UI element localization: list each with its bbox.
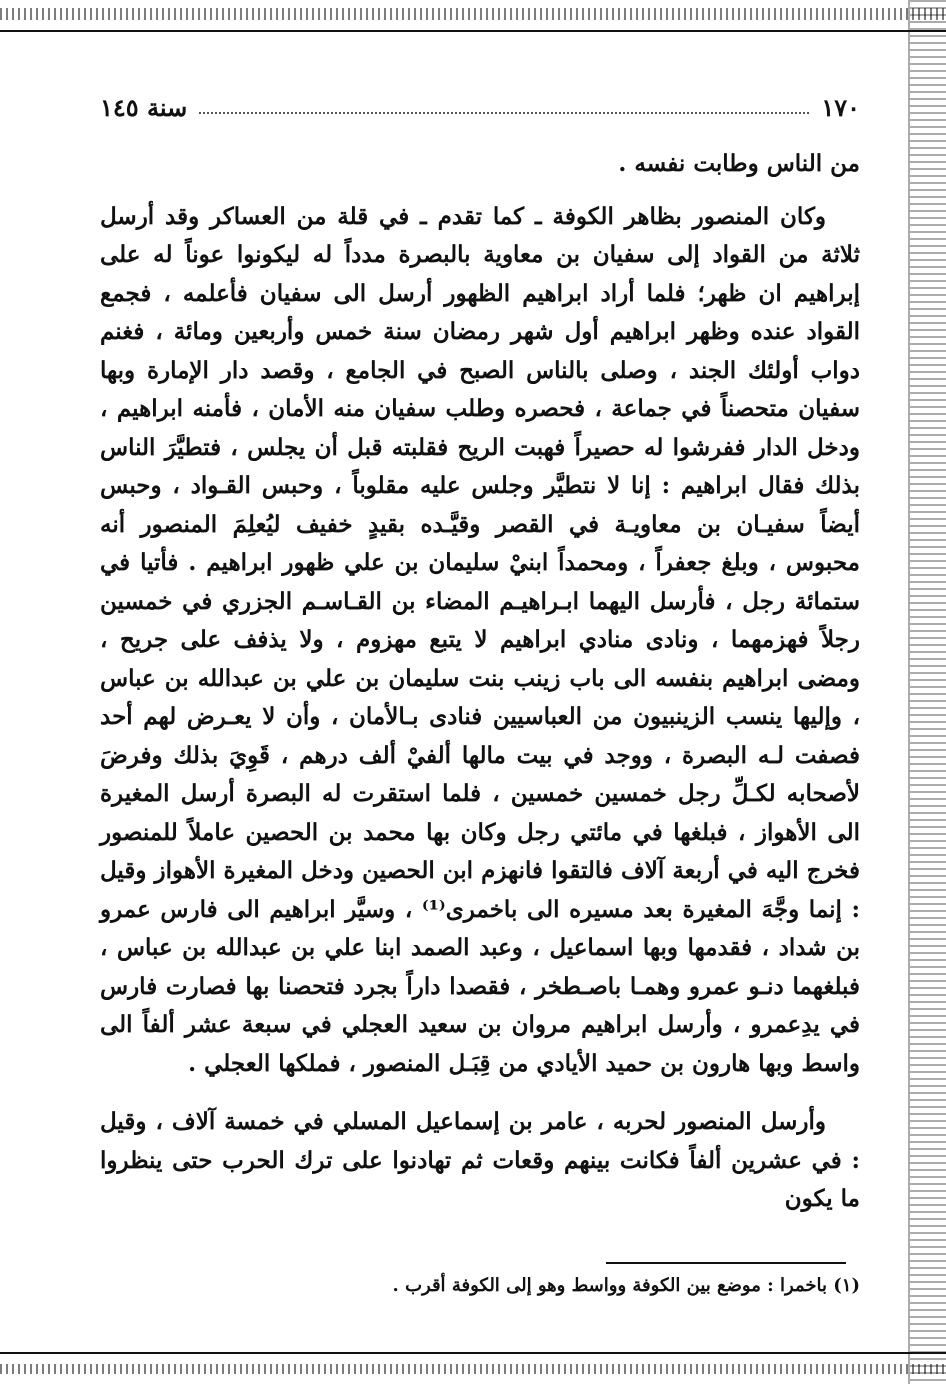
footnote-divider xyxy=(606,1262,846,1264)
paragraph-1: من الناس وطابت نفسه . xyxy=(618,150,860,177)
year-label: سنة ١٤٥ xyxy=(100,92,188,122)
ornamental-border-top xyxy=(0,0,946,32)
body-text xyxy=(100,145,860,1219)
page-number: ١٧٠ xyxy=(821,92,860,122)
footnote: (١) باخمرا : موضع بين الكوفة وواسط وهو إلى الكوفة أقرب . xyxy=(392,1275,860,1296)
paragraph-2: وكان المنصور بظاهر الكوفة ـ كما تقدم ـ في قلة من العساكر وقد أرسل ثلاثة من القواد إلى سفيان بن معاوية بالبصرة مدداً له ليكونوا عوناً له على إبراهيم ان ظهر؛ فلما أراد ابراهيم الظهور أرسل الى سفيان فأعلمه ، فجمع القواد عنده وظهر ابراهيم أول شهر رمضان سنة خمس وأربعين ومائة ، فغنم دواب أولئك الجند ، وصلى بالناس الصبح في الجامع ، وقصد دار الإمارة وبها سفيان متحصناً في جماعة ، فحصره وطلب سفيان منه الأمان ، فأمنه ابراهيم ، ودخل الدار ففرشوا له حصيراً فهبت الريح فقلبته قبل أن يجلس ، فتطيَّرَ الناس بذلك فقال ابراهيم : إنا لا نتطيَّر وجلس عليه مقلوباً ، وحبس القـواد ، وحبس أيضاً سفيـان بن معاويـة في القصر وقيَّـده بقيدٍ خفيف ليُعلِمَ المنصور أنه محبوس ، وبلغ جعفراً ، ومحمداً ابنيْ سليمان بن علي ظهور ابراهيم . فأتيا في ستمائة رجل ، فأرسل اليهما ابـراهيـم المضاء بن القـاسـم الجزري في خمسين رجلاً فهزمهما ، ونادى منادي ابراهيم لا يتبع مهزوم ، ولا يذفف على جريح ، ومضى ابراهيم بنفسه الى باب زينب بنت سليمان بن علي بن عبدالله بن عباس ، وإليها ينسب الزينبيون من العباسيين فنادى بـالأمان ، وأن لا يعـرض لهم أحد فصفت لـه البصرة ، ووجد في بيت مالها ألفيْ ألف درهم ، قَوِيَ بذلك وفرضَ لأصحابه لكـلِّ رجل خمسين خمسين ، فلما استقرت له البصرة أرسل المغيرة الى الأهواز ، فبلغها في مائتي رجل وكان بها محمد بن الحصين عاملاً للمنصور فخرج اليه في أربعة آلاف فالتقوا فانهزم ابن الحصين ودخل المغيرة الأهواز وقيل : إنما وجَّهَ المغيرة بعد مسيره الى باخمرى⁽¹⁾ ، وسيَّر ابراهيم الى فارس عمرو بن شداد ، فقدمها وبها اسماعيل ، وعبد الصمد ابنا علي بن عبدالله بن عباس ، فبلغهما دنـو عمرو وهمـا باصـطخر ، فقصدا داراً بجرد فتحصنا بها فصارت فارس في يدِعمرو ، وأرسل ابراهيم مروان بن سعيد العجلي في سبعة عشر ألفاً الى واسط وبها هارون بن حميد الأيادي من قِبَـل المنصور ، فملكها العجلي . xyxy=(100,202,861,1077)
ornamental-border-right xyxy=(908,0,946,1384)
ornamental-border-bottom xyxy=(0,1352,946,1384)
paragraph-3: وأرسل المنصور لحربه ، عامر بن إسماعيل المسلي في خمسة آلاف ، وقيل : في عشرين ألفاً فكانت بينهم وقعات ثم تهادنوا على ترك الحرب حتى ينظروا ما يكون xyxy=(100,1108,860,1212)
header-dotted-leader xyxy=(199,112,809,114)
page-header xyxy=(100,92,860,122)
